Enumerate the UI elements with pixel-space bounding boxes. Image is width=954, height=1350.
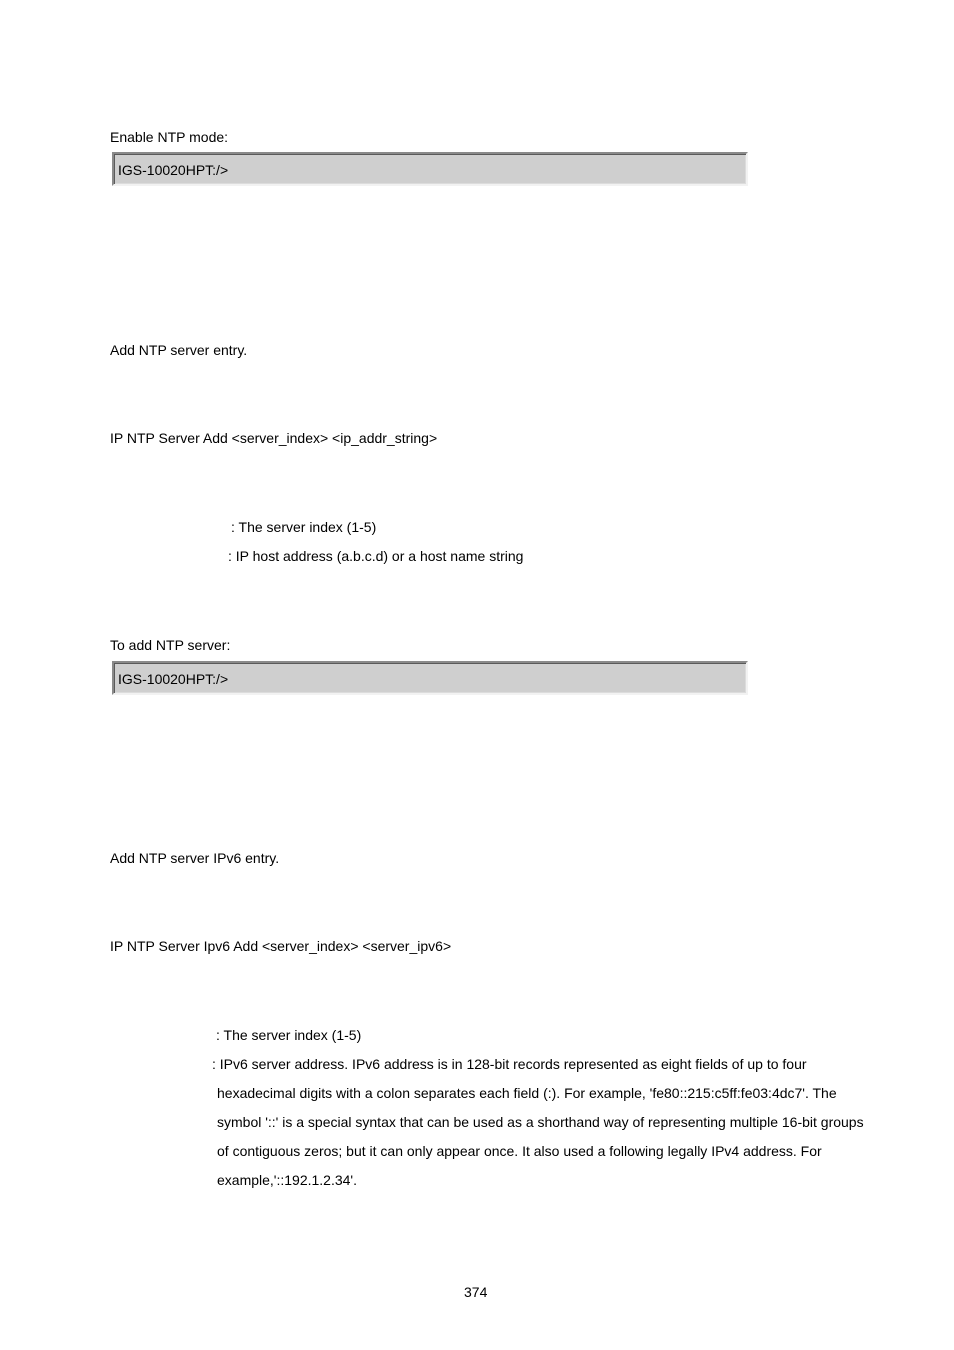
add-ntp-server-description: Add NTP server entry.: [110, 342, 248, 358]
param-server-ipv6: : IPv6 server address. IPv6 address is in 128-bit records represented as eight fields of up to four: [212, 1056, 807, 1072]
enable-ntp-mode-label: Enable NTP mode:: [110, 129, 229, 145]
add-ntp-ipv6-description: Add NTP server IPv6 entry.: [110, 850, 280, 866]
add-ntp-server-example-label: To add NTP server:: [110, 637, 231, 653]
cli-prompt-text: IGS-10020HPT:/>: [118, 671, 229, 687]
param-server-index: : The server index (1-5): [216, 1027, 362, 1043]
cli-prompt-box: [112, 152, 748, 186]
param-server-index: : The server index (1-5): [231, 519, 377, 535]
add-ntp-server-syntax: IP NTP Server Add <server_index> <ip_addr_string>: [110, 430, 438, 446]
add-ntp-ipv6-syntax: IP NTP Server Ipv6 Add <server_index> <server_ipv6>: [110, 938, 452, 954]
param-server-ipv6-cont: of contiguous zeros; but it can only appear once. It also used a following legally IPv4 address. For: [217, 1143, 822, 1159]
page-number: 374: [464, 1284, 488, 1300]
cli-prompt-text: IGS-10020HPT:/>: [118, 162, 229, 178]
cli-prompt-box: [112, 661, 748, 695]
param-ip-addr-string: : IP host address (a.b.c.d) or a host name string: [228, 548, 524, 564]
param-server-ipv6-cont: hexadecimal digits with a colon separates each field (:). For example, 'fe80::215:c5ff:fe03:4dc7'. The: [217, 1085, 837, 1101]
param-server-ipv6-cont: example,'::192.1.2.34'.: [217, 1172, 357, 1188]
param-server-ipv6-cont: symbol '::' is a special syntax that can be used as a shorthand way of representing multiple 16-bit groups: [217, 1114, 864, 1130]
